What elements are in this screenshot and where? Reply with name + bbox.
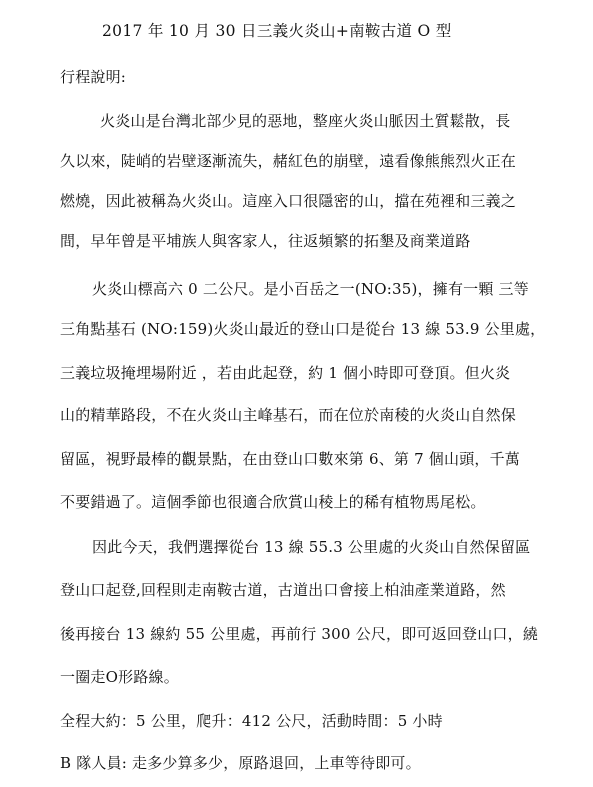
paragraph2-line5: 留區，視野最棒的觀景點，在由登山口數來第 6、第 7 個山頭，千萬 (60, 450, 520, 468)
paragraph1-line2: 久以來，陡峭的岩壁逐漸流失，赭紅色的崩壁，遠看像熊熊烈火正在 (60, 152, 517, 170)
paragraph2-line1: 火炎山標高六 0 二公尺。是小百岳之一(NO:35)，擁有一顆 三等 (92, 280, 529, 298)
section-heading: 行程說明: (60, 68, 127, 86)
document-title: 2017 年 10 月 30 日三義火炎山+南鞍古道 O 型 (102, 22, 452, 40)
paragraph1-line4: 間，早年曾是平埔族人與客家人，往返頻繁的拓墾及商業道路 (60, 232, 471, 250)
paragraph3-line2: 登山口起登,回程則走南鞍古道，古道出口會接上柏油產業道路，然 (60, 581, 506, 599)
paragraph1-line1: 火炎山是台灣北部少見的惡地，整座火炎山脈因土質鬆散，長 (100, 112, 511, 130)
paragraph2-line4: 山的精華路段，不在火炎山主峰基石，而在位於南稜的火炎山自然保 (60, 406, 517, 424)
paragraph2-line2: 三角點基石 (NO:159)火炎山最近的登山口是從台 13 線 53.9 公里處， (60, 320, 546, 338)
paragraph2-line3: 三義垃圾掩埋場附近 ，若由此起登，約 1 個小時即可登頂。但火炎 (60, 364, 511, 382)
team-b-note: B 隊人員: 走多少算多少，原路退回，上車等待即可。 (60, 754, 421, 772)
paragraph3-line3: 後再接台 13 線約 55 公里處，再前行 300 公尺，即可返回登山口，繞 (60, 625, 539, 643)
trip-summary: 全程大約：5 公里，爬升：412 公尺，活動時間：5 小時 (60, 712, 443, 730)
paragraph1-line3: 燃燒，因此被稱為火炎山。這座入口很隱密的山，擋在苑裡和三義之 (60, 192, 517, 210)
paragraph2-line6: 不要錯過了。這個季節也很適合欣賞山稜上的稀有植物馬尾松。 (60, 493, 486, 511)
paragraph3-line1: 因此今天，我們選擇從台 13 線 55.3 公里處的火炎山自然保留區 (92, 538, 531, 556)
paragraph3-line4: 一圈走O形路線。 (60, 668, 179, 686)
